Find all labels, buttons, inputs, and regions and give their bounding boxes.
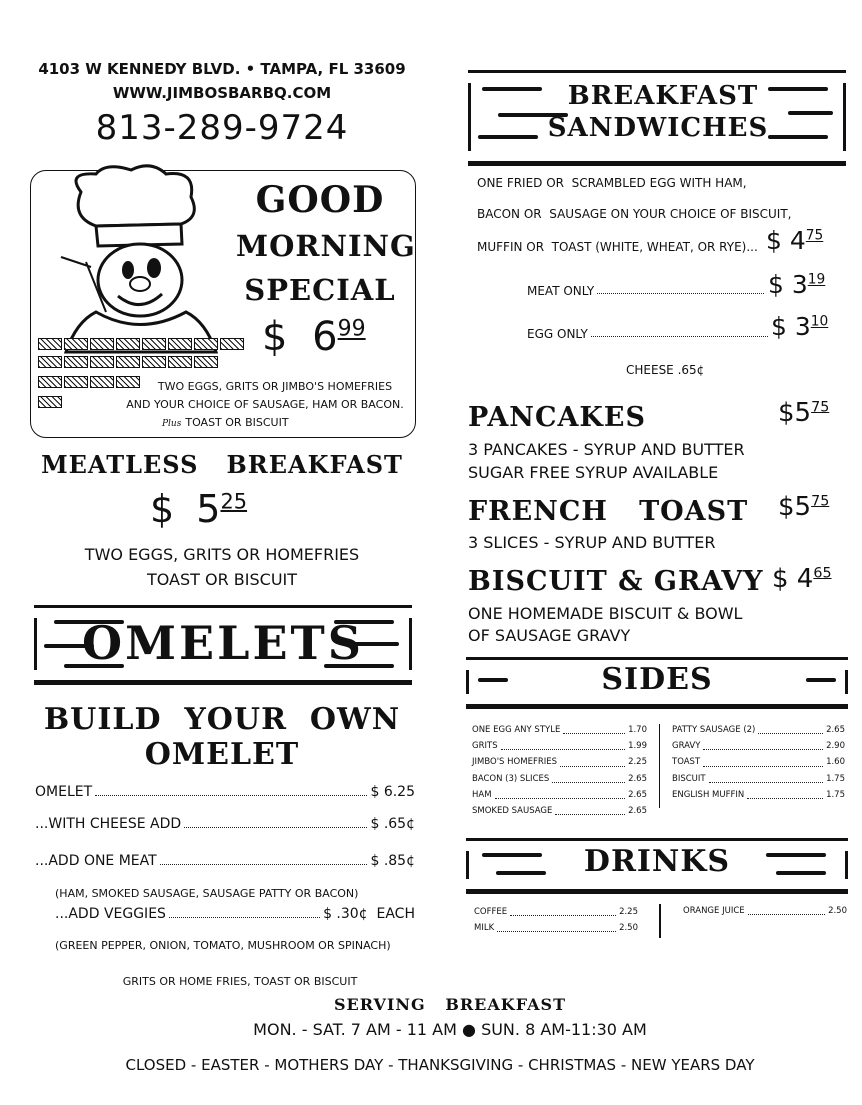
serving-breakfast-heading: SERVING BREAKFAST [333,995,566,1014]
side-item-price: 1.75 [826,773,845,784]
sandwiches-banner [468,70,846,166]
side-item [472,738,647,754]
side-item-name: ONE EGG ANY STYLE [472,725,561,735]
meatless-desc-line1: TWO EGGS, GRITS OR HOMEFRIES [84,545,360,564]
special-price [262,314,366,360]
sides-title: SIDES [601,662,713,697]
brick-icon [194,338,218,350]
french-toast-price [778,492,829,522]
pancakes-price-cents: 75 [811,399,830,416]
side-item-name: GRITS [472,741,498,752]
side-item [472,722,647,738]
biscuit-gravy-desc-line1: ONE HOMEMADE BISCUIT & BOWL [468,604,743,623]
drinks-right-list [683,903,847,919]
meat-only-label: MEAT ONLY [527,284,595,298]
biscuit-gravy-title: BISCUIT & GRAVY [468,566,764,597]
french-toast-desc: 3 SLICES - SYRUP AND BUTTER [468,533,716,552]
special-price-main: 6 [312,314,338,360]
side-item-price: 2.65 [628,773,647,784]
sandwiches-title-line1: BREAKFAST [567,81,759,111]
pancakes-title: PANCAKES [468,402,646,433]
veggie-price: $ .30¢ EACH [323,906,415,922]
egg-only-label: EGG ONLY [527,327,588,341]
side-item-price: 1.75 [826,789,845,800]
sides-left-list [472,722,647,819]
brick-icon [64,376,88,388]
egg-only-price [771,312,828,341]
sandwich-desc-line1: ONE FRIED OR SCRAMBLED EGG WITH HAM, [477,176,747,190]
meat-only-price-main: $ 3 [768,270,808,299]
french-toast-price-main: $5 [778,492,812,522]
brick-icon [38,376,62,388]
omelets-title: OMELETS [82,616,364,670]
pancakes-desc-line1: 3 PANCAKES - SYRUP AND BUTTER [468,440,745,459]
special-title-line2: MORNING [236,229,416,263]
omelet-item-price: $ .65¢ [370,816,415,832]
side-item-name: HAM [472,789,492,800]
side-item-name: BISCUIT [672,773,706,784]
drink-item [683,903,847,919]
brick-icon [168,356,192,368]
veggie-row [55,906,415,922]
omelet-item-label: ...WITH CHEESE ADD [35,816,182,832]
egg-only-price-main: $ 3 [771,312,811,341]
omelet-item-label: ...ADD ONE MEAT [35,853,157,869]
side-item [672,771,845,787]
omelet-footer-note: GRITS OR HOME FRIES, TOAST OR BISCUIT [122,975,358,988]
closed-days: CLOSED - EASTER - MOTHERS DAY - THANKSGIVING - CHRISTMAS - NEW YEARS DAY [125,1056,755,1074]
cheese-addon: CHEESE .65¢ [626,363,705,377]
side-item-name: SMOKED SAUSAGE [472,806,553,817]
biscuit-gravy-desc-line2: OF SAUSAGE GRAVY [468,626,631,645]
omelet-subtitle-line2: OMELET [144,737,300,772]
drink-item [474,904,638,920]
omelet-item-price: $ 6.25 [370,784,415,800]
brick-icon [194,356,218,368]
omelet-item-row [35,816,415,832]
side-item [672,722,845,738]
side-item [672,738,845,754]
egg-only-row [527,327,771,341]
drinks-left-list [474,904,638,936]
side-item-name: PATTY SAUSAGE (2) [672,725,756,735]
brick-icon [38,356,62,368]
special-desc-line2: AND YOUR CHOICE OF SAUSAGE, HAM OR BACON. [126,398,404,411]
brick-icon [116,338,140,350]
brick-icon [142,356,166,368]
drinks-divider [659,904,661,938]
drink-item-name: COFFEE [474,907,508,917]
biscuit-gravy-price [772,564,832,594]
drink-item-name: MILK [474,923,495,934]
plus-text: TOAST OR BISCUIT [185,416,289,429]
side-item [472,787,647,803]
drink-item-name: ORANGE JUICE [683,906,745,916]
meat-only-price [768,270,825,299]
special-desc-line1: TWO EGGS, GRITS OR JIMBO'S HOMEFRIES [157,380,393,393]
meatless-price-cents: 25 [220,489,248,514]
pancakes-price-main: $5 [778,398,812,428]
meatless-title: MEATLESS BREAKFAST [41,450,403,479]
sides-divider [659,724,660,808]
brick-icon [90,376,114,388]
pancakes-desc-line2: SUGAR FREE SYRUP AVAILABLE [468,463,719,482]
meat-only-row [527,284,767,298]
side-item-name: GRAVY [672,741,701,752]
side-item-price: 2.90 [826,741,845,752]
drink-item-price: 2.25 [619,907,638,917]
side-item-price: 1.99 [628,741,647,752]
brick-icon [220,338,244,350]
brick-icon [90,356,114,368]
side-item-price: 1.60 [826,757,845,768]
serving-hours: MON. - SAT. 7 AM - 11 AM ● SUN. 8 AM-11:30 AM [253,1020,647,1039]
omelet-item-row [35,784,415,800]
meat-only-price-cents: 19 [807,271,826,288]
brick-icon [64,356,88,368]
side-item [672,754,845,770]
sides-banner [466,657,848,709]
veggie-note: (GREEN PEPPER, ONION, TOMATO, MUSHROOM OR SPINACH) [55,939,391,952]
side-item-name: ENGLISH MUFFIN [672,789,745,800]
biscuit-gravy-price-main: $ 4 [772,564,814,594]
pancakes-price [778,398,829,428]
brick-icon [38,338,62,350]
meatless-price-main: 5 [196,487,221,531]
special-title-line1: GOOD [255,179,385,221]
drink-item-price: 2.50 [828,906,847,916]
side-item-price: 1.70 [628,725,647,735]
brick-icon [168,338,192,350]
biscuit-gravy-price-cents: 65 [813,565,832,582]
side-item-name: BACON (3) SLICES [472,773,550,784]
drinks-title: DRINKS [583,844,731,879]
side-item-name: TOAST [672,757,701,768]
special-plus [162,416,289,429]
side-item-price: 2.65 [628,806,647,817]
brick-icon [142,338,166,350]
french-toast-price-cents: 75 [811,493,830,510]
omelet-subtitle-line1: BUILD YOUR OWN [43,702,401,737]
sandwich-desc-line2: BACON OR SAUSAGE ON YOUR CHOICE OF BISCUIT, [477,207,792,221]
website[interactable]: WWW.JIMBOSBARBQ.COM [112,84,332,102]
french-toast-title: FRENCH TOAST [468,496,749,527]
brick-icon [64,338,88,350]
sandwich-price [766,226,823,255]
drinks-banner [466,838,848,894]
meatless-price [150,487,247,531]
sandwiches-title-line2: SANDWICHES [547,113,769,143]
meatless-price-dollar: $ [150,487,175,531]
veggie-label: ...ADD VEGGIES [55,906,166,922]
special-title-line3: SPECIAL [244,273,396,307]
special-price-dollar: $ [262,314,288,360]
side-item-price: 2.25 [628,757,647,768]
drink-item [474,920,638,936]
egg-only-price-cents: 10 [810,313,829,330]
side-item-name: JIMBO'S HOMEFRIES [472,757,558,768]
meat-note: (HAM, SMOKED SAUSAGE, SAUSAGE PATTY OR BACON) [55,887,359,900]
brick-icon [38,396,62,408]
meatless-desc-line2: TOAST OR BISCUIT [146,570,298,589]
omelet-item-price: $ .85¢ [370,853,415,869]
omelets-banner [34,605,412,685]
brick-icon [90,338,114,350]
side-item [472,803,647,819]
side-item-price: 2.65 [826,725,845,735]
address: 4103 W KENNEDY BLVD. • TAMPA, FL 33609 [38,60,406,78]
side-item [472,771,647,787]
side-item-price: 2.65 [628,789,647,800]
plus-label: Plus [162,419,182,429]
omelet-item-label: OMELET [35,784,93,800]
omelet-item-row [35,853,415,869]
side-item [472,754,647,770]
drink-item-price: 2.50 [619,923,638,934]
sandwich-price-main: $ 4 [766,226,806,255]
sides-right-list [672,722,845,803]
brick-icon [116,356,140,368]
sandwich-price-cents: 75 [805,227,824,244]
chef-illustration-icon [36,162,236,362]
phone-number[interactable]: 813-289-9724 [95,108,349,148]
sandwich-desc-line3: MUFFIN OR TOAST (WHITE, WHEAT, OR RYE)... [477,240,758,254]
side-item [672,787,845,803]
special-price-cents: 99 [337,316,366,342]
